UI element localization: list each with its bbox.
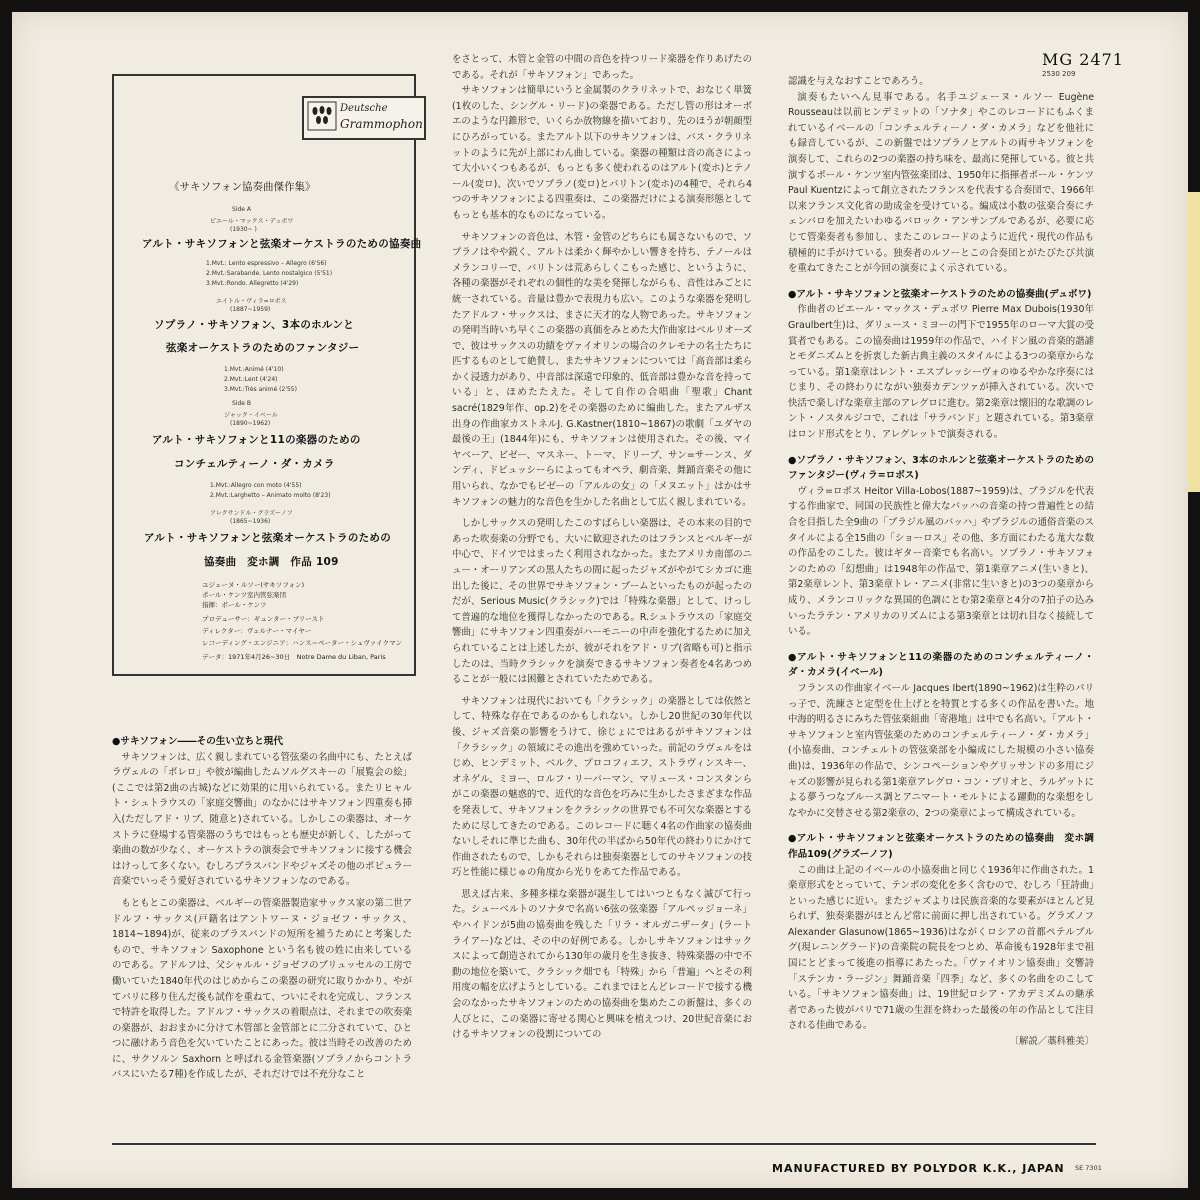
credit-conductor: 指揮：ポール・ケンツ <box>202 601 267 609</box>
essay-paragraph: サキソフォンは、広く親しまれている管弦楽の名曲中にも、たとえばラヴェルの「ボレロ」や彼が編曲したムソルグスキーの「展覧会の絵」(ここでは第2曲の古城)などに効果的に用いられている。またリヒャルト・シュトラウスの「家庭交響曲」のなかにはサキソフォン四重奏も挿入(ただしアド・リブ、随意と)されている。しかしこの楽器は、オーケストラに登場する管楽器のうちではもっとも歴史が新しく、したがって楽曲の数が少なく、オーケストラの演奏会でサキソフォンに接する機会はけっして多くない。むしろブラスバンドやジャズその他のポピュラー音楽でいっそう愛好されているサキソフォンなのである。 <box>112 751 412 888</box>
credit-engineer: レコーディング・エンジニア：ハンス＝ペーター・シュヴァイクマン <box>202 639 403 647</box>
label-logo <box>302 96 426 140</box>
commentary-signature: 〔解説／藁科雅美〕 <box>1009 1036 1094 1048</box>
essay-paragraph: 演奏もたいへん見事である。名手ユジェーヌ・ルソー Eugène Rousseauは以前ヒンデミットの「ソナタ」やこのレコードにもふくまれているイベールの「コンチェルティーノ・ダ・カメラ」などを他社にも録音しているが、この新盤ではソプラノとアルトの両サキソフォンを演奏して、これらの2つの楽器の持ち味を、最高に発揮している。彼と共演するポール・ケンツ室内管弦楽団は、1950年に指揮者ポール・ケンツPaul Kuentzによって創立されたフランスを代表する合奏団で、1966年以来フランス文化省の助成金を受けている。編成は小数の弦楽合奏にチェンバロを加えたいわゆるバロック・アンサンブルであるが、必要に応じて管楽奏者も参加し、またこのレコードのように近代・現代の作品も積極的に手がけている。独奏者のルソーとこの合奏団とがたびたび共演を重ねてきたことが今回の演奏によく示されている。 <box>788 91 1094 275</box>
essay-paragraph: フランスの作曲家イベール Jacques Ibert(1890~1962)は生粋のパリっ子で、洗練さと定型を仕上げとを特質とする多くの作品を書いた。地中海的明るさにみちた管弦楽組曲「寄港地」は中でも名高い。「アルト・サキソフォンと室内管弦楽のためのコンチェルティーノ・ダ・カメラ」(小協奏曲、コンチェルトの管弦楽部を小編成にした規模の小さい協奏曲)は、1936年の作品で、シンコペーションやグリッサンドの多用にジャズの影響が見られる第1楽章アレグロ・コン・ブリオと、ラルゲットによる夢うつなブルース調とアニマート・モルトによる躍動的な楽想をしなやかに交替させる第2楽章の、2つの楽章によって構成されている。 <box>788 682 1094 819</box>
essay-paragraph: サキソフォンは簡単にいうと金属製のクラリネットで、おなじく単簧(1枚のした、シングル・リード)の楽器である。ただし管の形はオーボエのような円錐形で、いくらか放物線を描いており、先のほうが朝顔型にひろがっている。またアルト以下のサキソフォンは、バス・クラリネットのように先が上部にわん曲している。楽器の種類は音の高さによって大小いくつもあるが、もっとも多く使われるのはアルト(変ホ)とテノール(変ロ)、次いでソプラノ(変ロ)とバリトン(変ホ)の4種で、それら4つのサキソフォンによる四重奏は、この楽器だけによる演奏形態としてもっとも基本的なものになっている。 <box>452 85 753 221</box>
essay-paragraph: 認識を与えなおすことであろう。 <box>788 76 929 87</box>
essay-paragraph: サキソフォンは現代においても「クラシック」の楽器としては依然として、特殊な存在であるのかもしれない。しかし20世紀の30年代以後、ジャズ音楽の影響をうけて、徐じょにではあるがサキソフォンは「クラシック」の領域にその進出を強めていった。前記のラヴェルをはじめ、ヒンデミット、ベルク、プロコフィエフ、ストラヴィンスキー、オネゲル、ミヨー、ロルフ・リーバーマン、マリュース・コンスタンらがこの楽器の魅惑的で、近代的な音色を巧みに生かしたさまざまな作品を発表して、サキソフォンをクラシックの世界でも不可欠な楽器とするために尽してきたのである。このレコードに聴く4名の作曲家の協奏曲ないしそれに準じた曲も、30年代の半ばから50年代の終わりにかけて作曲されたもので、しかもそれらは独奏楽器としてのサキソフォンの技巧と性能に様じゅの角度から光りをあてた作品である。 <box>452 695 752 879</box>
work-1-mvt-2: 2.Mvt.:Sarabande. Lento nostalgico (5'51) <box>206 270 333 277</box>
sleeve-code: SE 7301 <box>1075 1164 1102 1172</box>
essay-paragraph: この曲は上記のイベールの小協奏曲と同じく1936年に作曲された。1楽章形式をとっていて、テンポの変化を多く含むので、むしろ「狂詩曲」といった感じに近い。またジャズよりは民族音楽的な要素がほとんど見られず、独奏楽器がほとんど常に前面に押し出されている。グラズノフ Alexander Glasunow(1865~1936)はながくロシアの首都ペテルブルグ(現レニングラード)の音楽院の院長をつとめ、革命後も1928年まで祖国にとどまって後進の指導にあたった。「ヴァイオリン協奏曲」交響詩「ステンカ・ラージン」舞踊音楽「四季」など、多くの名曲をのこしている。「サキソフォン協奏曲」は、19世紀ロシア・アカデミズムの継承者であった彼がパリで71歳の生涯を終わった最後の年の作品として注目される佳曲である。 <box>788 864 1094 1032</box>
logo-line-1: Deutsche <box>340 103 388 114</box>
logo-line-2: Grammophon <box>340 117 423 131</box>
composer-4: アレクサンドル・グラズーノフ <box>210 510 293 517</box>
work-3-title-line-1: アルト・サキソフォンと11の楽器のための <box>152 434 361 446</box>
manufacturer-line: MANUFACTURED BY POLYDOR K.K., JAPAN <box>772 1162 1065 1175</box>
essay-column-2 <box>452 52 752 1134</box>
album-title: 《サキソフォン協奏曲傑作集》 <box>169 181 316 193</box>
credit-recording-data: データ：1971年4月26~30日 Notre Dame du Liban, Paris <box>202 653 386 661</box>
essay-paragraph: サキソフォンの音色は、木管・金管のどちらにも属さないもので、ソプラノはやや鋭く、アルトは柔かく輝やかしい響きを持ち、テノールはメランコリーで、バリトンは荒あらしくこもった感じ、というように、各種の楽器がそれぞれの個性的な美を発揮しながらも、音性はみごとに統一されている。音量は豊かで表現力も広い。このような楽器を発明したアドルフ・サックスは、まさに天才的な人物であった。サキソフォンの発明当時いち早くこの楽器の真価をみとめた大作曲家はベルリオーズで、彼はサックスの功績をヴァイオリンの場合のクレモナの名士たちに匹するものとして絶賛し、またサキソフォンについては「高音部は柔らかく浸透力があり、中音部は深遠で印象的、低音部は豊かな音を持っている」と、ほめたたえた。そして自作の合唱曲「聖歌」Chant sacré(1829年作、op.2)をその楽器のために編曲した。またアルザス出身の作曲家カストネルJ. G.Kastner(1810~1867)の歌劇「ユダヤの最後の王」(1844年)にも、サキソフォンは使用された。その後、マイヤベーア、ビゼー、マスネー、トーマ、ドリーブ、サン=サーンス、ダンディ、ドビュッシーらによってもオペラ、劇音楽、舞踊音楽その他に用いられ、なかでもビゼーの「アルルの女」の「メヌエット」はかはサキソフォンの魅力的な音色を生かした名曲として広く親しまれている。 <box>452 231 753 508</box>
credit-director: ディレクター：ヴェルナー・マイヤー <box>202 627 312 635</box>
essay-paragraph: もともとこの楽器は、ベルギーの管楽器製造家サックス家の第二世アドルフ・サックス(戸籍名はアントワーヌ・ジョゼフ・サックス、1814~1894)が、従来のブラスバンドの短所を補うためにと考案したもので、サキソフォン Saxophone という名も彼の姓に由来しているのである。アドルフは、父シャルル・ジョゼフのブリュッセルの工房で働いていた1840年代のはじめからこの楽器の研究に取りかかり、やがてパリに移り住んだ後も試作を重ねて、ついにそれを完成し、フランスで特許を取得した。アドルフ・サックスの着眼点は、それまでの吹奏楽の楽器が、おおまかに分けて木管部と金管部とに二分されていて、ひとつに融けあう音色を欠いていたことにあった。彼は当時その改善のために、サクソルン Saxhorn と呼ばれる金管楽器(ソプラノからコントラバスにいたる7種)を作成したが、それだけでは不充分なこと <box>112 897 412 1081</box>
composer-3: ジャック・イベール <box>224 412 278 419</box>
work-1-mvt-3: 3.Mvt.:Rondo. Allegretto (4'29) <box>206 280 299 287</box>
catalog-subnumber: 2530 209 <box>1042 70 1076 78</box>
section-heading-dubois: ●アルト・サキソフォンと弦楽オーケストラのための協奏曲(デュボワ) <box>788 288 1092 300</box>
composer-1-years: (1930~ ) <box>230 226 257 233</box>
work-3-mvt-1: 1.Mvt.:Allegro con moto (4'55) <box>210 482 302 489</box>
essay-paragraph: をさとって、木管と金管の中間の音色を持つリード楽器を作りあげたのである。それが「サキソフォン」であった。 <box>452 54 752 81</box>
work-3-mvt-2: 2.Mvt.:Larghetto – Animato molto (8'23) <box>210 492 331 499</box>
composer-3-years: (1890~1962) <box>230 420 271 427</box>
credit-producer: プロデューサー：ギュンター・ブリースト <box>202 615 325 623</box>
work-3-title-line-2: コンチェルティーノ・ダ・カメラ <box>174 458 335 470</box>
essay-paragraph: しかしサックスの発明したこのすばらしい楽器は、その本来の目的であった吹奏楽の分野でも、大いに歓迎されたのはフランスとベルギーが中心で、ドイツではまったく利用されなかった。またアメリカ南部のニュー・オーリアンズの黒人たちの間に起ったジャズがやがてシカゴに進出した後に、その世界でサキソフォン・ブームといったものが起ったのだが、Serious Music(クラシック)では「特殊な楽器」として、けっして普遍的な地位を獲得しなかったのである。R.シュトラウスの「家庭交響曲」にサキソフォン四重奏がハーモニーの中声を強化するために加えられていることは上述したが、彼がそれをアド・リブ(省略も可)と指示したのは、当時クラシックを演奏できるサキソフォン奏者を4名あつめることが一般には困難とされていたためである。 <box>452 518 752 686</box>
work-2-title-line-2: 弦楽オーケストラのためのファンタジー <box>166 342 360 354</box>
essay-column-1 <box>112 734 412 1134</box>
work-1-title: アルト・サキソフォンと弦楽オーケストラのための協奏曲 <box>142 238 422 250</box>
work-4-title-line-1: アルト・サキソフォンと弦楽オーケストラのための <box>144 532 392 544</box>
inner-sleeve-edge <box>1188 192 1200 492</box>
composer-2-years: (1887~1959) <box>230 306 271 313</box>
essay-heading: ●サキソフォン――その生い立ちと現代 <box>112 736 283 747</box>
work-2-title-line-1: ソプラノ・サキソフォン、3本のホルンと <box>154 319 355 331</box>
work-4-title-line-2: 協奏曲 変ホ調 作品 109 <box>204 556 339 568</box>
composer-4-years: (1865~1936) <box>230 518 271 525</box>
credit-orchestra: ポール・ケンツ室内管弦楽団 <box>202 591 287 599</box>
essay-paragraph: 思えば古来、多種多様な楽器が誕生してはいつともなく滅びて行った。シューベルトのソナタで名高い6弦の弦楽器「アルペッジョーネ」やハイドンが5曲の協奏曲を残した「リラ・オルガニザータ」(ラートライアー)などは、その中の好例である。しかしサキソフォンはサックスによって創造されてから130年の歳月を生き抜き、特殊楽器の中で不動の地位を築いて、クラシック畑でも「特殊」から「普遍」へとその利用度の幅を広げようとしている。これまでほとんどレコードで接する機会のなかったサキソフォンのための協奏曲を集めたこの新盤は、多くの人びとに、この楽器に寄せる関心と興味を植えつけ、20世紀音楽におけるサキソフォンの役割についての <box>452 888 753 1041</box>
bottom-rule <box>112 1143 1096 1145</box>
section-heading-glazunov: ●アルト・サキソフォンと弦楽オーケストラのための協奏曲 変ホ調 作品109(グラズーノフ) <box>788 833 1104 860</box>
tracklist-box <box>112 74 423 676</box>
essay-paragraph: ヴィラ=ロボス Heitor Villa-Lobos(1887~1959)は、ブラジルを代表する作曲家で、同国の民族性と偉大なバッハの音楽の持つ普遍性との結合を目指した全9曲の「ブラジル風のバッハ」やブラジルの通俗音楽のスタイルによる全15曲の「ショーロス」その他、多方面にわたる尨大な数の作品をのこした。彼はギター音楽でも名高い。ソプラノ・サキソフォンのための「幻想曲」は1948年の作品で、第1楽章アニメ(生いきと)、第2楽章レント、第3楽章トレ・アニメ(非常に生いきと)の3つの楽章から成り、メランコリックな異国的色調にとむ第2楽章と4分の7拍子の込みいったラテン・アメリカのリズムによる第3楽章とは切れ目なく接続している。 <box>788 485 1094 638</box>
side-b-label: Side B <box>232 400 251 407</box>
essay-paragraph: 作曲者のピエール・マックス・デュボワ Pierre Max Dubois(1930年Graulbert生)は、ダリュース・ミヨーの門下で1955年のローマ大賞の受賞者でもある。この協奏曲は1959年の作品で、ハイドン風の音楽的諧謔とモダニズムとを折衷した新古典主義のスタイルによる3つの楽章からなっている。第1楽章はレント・エスプレッシーヴォのゆるやかな序奏にはじまり、その終わりにながい独奏カデンツァが挿入されている。次いで快活で楽しげな楽章主部のアレグロに進む。第2楽章は懐旧的な歌調のレント・ノスタルジコで、これは「サラバンド」と題されている。第3楽章はロンド形式をとり、アレグレットで演奏される。 <box>788 304 1094 441</box>
work-2-mvt-3: 3.Mvt.:Très animé (2'55) <box>224 386 297 393</box>
credit-soloist: ユジェーヌ・ルソー(サキソフォン) <box>202 581 305 589</box>
work-2-mvt-1: 1.Mvt.:Animé (4'10) <box>224 366 284 373</box>
tulip-crown-icon <box>308 102 336 130</box>
work-2-mvt-2: 2.Mvt.:Lent (4'24) <box>224 376 278 383</box>
section-heading-ibert: ●アルト・サキソフォンと11の楽器のためのコンチェルティーノ・ダ・カメラ(イベール) <box>788 651 1094 679</box>
catalog-number: MG 2471 <box>1042 50 1124 69</box>
section-heading-villa-lobos: ●ソプラノ・サキソフォン、3本のホルンと弦楽オーケストラのためのファンタジー(ヴィラ=ロボス) <box>788 454 1094 482</box>
side-a-label: Side A <box>232 206 251 213</box>
composer-1: ピエール・マックス・デュボワ <box>210 218 294 225</box>
work-1-mvt-1: 1.Mvt.: Lento espressivo – Allegro (6'56) <box>206 260 327 267</box>
composer-2: エイトル・ヴィラ=ロボス <box>216 298 287 305</box>
essay-column-3 <box>788 74 1104 1134</box>
record-sleeve-back <box>12 12 1188 1188</box>
